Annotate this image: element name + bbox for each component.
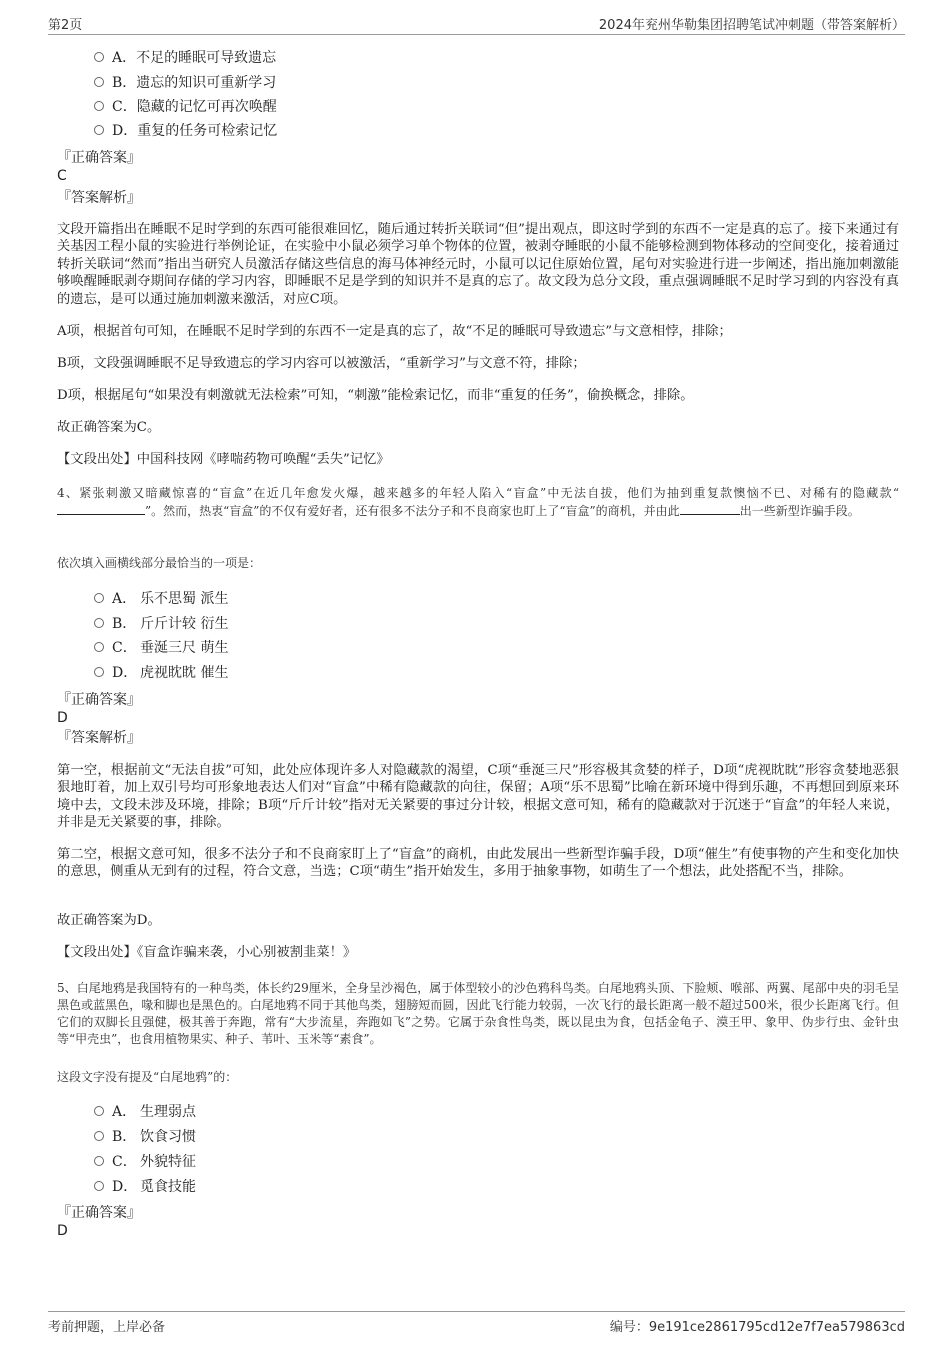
- q5-option-b[interactable]: B． 饮食习惯: [94, 1127, 196, 1147]
- radio-icon[interactable]: [94, 1131, 104, 1141]
- q4-stem: 4、紧张刺激又暗藏惊喜的“盲盒”在近几年愈发火爆，越来越多的年轻人陷入“盲盒”中无法自拔，他们为抽到重复款懊恼不已、对稀有的隐藏款“”。然而，热衷“盲盒”的不仅有爱好者，还有很多不法分子和不良商家也盯上了“盲盒”的商机，并由此 出一些新型诈骗手段。: [57, 486, 899, 518]
- q3-analysis-a: A项，根据首句可知，在睡眠不足时学到的东西不一定是真的忘了，故“不足的睡眠可导致遗忘”与文意相悖，排除；: [57, 324, 732, 339]
- page-footer: [48, 1311, 905, 1334]
- radio-icon[interactable]: [94, 667, 104, 677]
- page-number: 第2页: [48, 18, 83, 33]
- radio-icon[interactable]: [94, 52, 104, 62]
- q3-answer: C: [57, 168, 67, 184]
- radio-icon[interactable]: [94, 101, 104, 111]
- blank-1: [57, 502, 145, 515]
- q5-stem: 5、白尾地鸦是我国特有的一种鸟类，体长约29厘米，全身呈沙褐色，属于体型较小的沙色鸦科鸟类。白尾地鸦头顶、下脸颊、喉部、两翼、尾部中央的羽毛呈黑色或蓝黑色，喙和脚也是黑色的。白尾地鸦不同于其他鸟类，翅膀短而圆，因此飞行能力较弱，一次飞行的最长距离一般不超过500米，很少长距离飞行。但它们的双脚长且强健，极其善于奔跑，常有“大步流星，奔跑如飞”之势。它属于杂食性鸟类，既以昆虫为食，包括金龟子、漠王甲、象甲、伪步行虫、金针虫等“甲壳虫”，也食用植物果实、种子、苇叶、玉米等“素食”。: [57, 981, 899, 1046]
- radio-icon[interactable]: [94, 593, 104, 603]
- document-id: 编号：9e191ce2861795cd12e7f7ea579863cd: [609, 1320, 905, 1335]
- q4-option-b[interactable]: B． 斤斤计较 衍生: [94, 614, 228, 634]
- blank-2: [680, 502, 740, 515]
- q3-answer-tag: 『正确答案』: [57, 150, 141, 166]
- q4-analysis-tag: 『答案解析』: [57, 730, 141, 746]
- radio-icon[interactable]: [94, 1106, 104, 1116]
- q3-analysis-b: B项，文段强调睡眠不足导致遗忘的学习内容可以被激活，“重新学习”与文意不符，排除；: [57, 356, 586, 371]
- q3-analysis-main: 文段开篇指出在睡眠不足时学到的东西可能很难回忆，随后通过转折关联词“但”提出观点，即这时学到的东西不一定是真的忘了。接下来通过有关基因工程小鼠的实验进行举例论证，在实验中小鼠必须学习单个物体的位置，被剥夺睡眠的小鼠不能够检测到物体移动的空间变化，接着通过转折关联词“然而”指出当研究人员激活存储这些信息的海马体神经元时，小鼠可以记住原始位置，尾句对实验进行进一步阐述，指出施加刺激能够唤醒睡眠剥夺期间存储的学习内容，即睡眠不足是学到的知识并不是真的忘了。故文段为总分文段，重点强调睡眠不足时学习到的内容没有真的遗忘，是可以通过施加刺激来激活，对应C项。: [57, 222, 899, 307]
- q3-conclusion: 故正确答案为C。: [57, 420, 161, 435]
- q3-option-b[interactable]: B．遗忘的知识可重新学习: [94, 73, 276, 93]
- q5-answer-tag: 『正确答案』: [57, 1205, 141, 1221]
- q4-option-a[interactable]: A． 乐不思蜀 派生: [94, 589, 228, 609]
- q3-source: 【文段出处】中国科技网《哮喘药物可唤醒“丢失”记忆》: [57, 452, 390, 467]
- footer-slogan: 考前押题，上岸必备: [48, 1320, 166, 1335]
- q4-conclusion: 故正确答案为D。: [57, 913, 161, 928]
- q4-option-d[interactable]: D． 虎视眈眈 催生: [94, 663, 228, 683]
- q3-option-d[interactable]: D．重复的任务可检索记忆: [94, 121, 277, 141]
- radio-icon[interactable]: [94, 77, 104, 87]
- q4-analysis-first-blank: 第一空，根据前文“无法自拔”可知，此处应体现许多人对隐藏款的渴望，C项“垂涎三尺”形容极其贪婪的样子，D项“虎视眈眈”形容贪婪地恶狠狠地盯着，加上双引号均可形象地表达人们对“盲盒”中稀有隐藏款的向往，保留；A项“乐不思蜀”比喻在新环境中得到乐趣，不再想回到原来环境中去，文段未涉及环境，排除；B项“斤斤计较”指对无关紧要的事过分计较，根据文意可知，稀有的隐藏款对于沉迷于“盲盒”的年轻人来说，并非是无关紧要的事，排除。: [57, 763, 899, 831]
- document-title: 2024年兖州华勒集团招聘笔试冲刺题（带答案解析）: [598, 18, 905, 33]
- q5-option-a[interactable]: A． 生理弱点: [94, 1102, 196, 1122]
- q5-prompt: 这段文字没有提及“白尾地鸦”的：: [57, 1070, 238, 1084]
- q4-option-c[interactable]: C． 垂涎三尺 萌生: [94, 638, 228, 658]
- page-header: [48, 14, 905, 35]
- radio-icon[interactable]: [94, 642, 104, 652]
- q3-analysis-tag: 『答案解析』: [57, 190, 141, 206]
- q4-answer-tag: 『正确答案』: [57, 692, 141, 708]
- q3-analysis-d: D项，根据尾句“如果没有刺激就无法检索”可知，“刺激”能检索记忆，而非“重复的任务”，偷换概念，排除。: [57, 388, 694, 403]
- q5-option-c[interactable]: C． 外貌特征: [94, 1152, 196, 1172]
- radio-icon[interactable]: [94, 125, 104, 135]
- radio-icon[interactable]: [94, 1156, 104, 1166]
- q4-analysis-second-blank: 第二空，根据文意可知，很多不法分子和不良商家盯上了“盲盒”的商机，由此发展出一些新型诈骗手段，D项“催生”有使事物的产生和变化加快的意思，侧重从无到有的过程，符合文意，当选；C项“萌生”指开始发生，多用于抽象事物，如萌生了一个想法，此处搭配不当，排除。: [57, 847, 899, 880]
- q3-option-a[interactable]: A．不足的睡眠可导致遗忘: [94, 48, 276, 68]
- q4-answer: D: [57, 710, 68, 726]
- radio-icon[interactable]: [94, 618, 104, 628]
- q5-option-d[interactable]: D． 觅食技能: [94, 1177, 196, 1197]
- q5-answer: D: [57, 1223, 68, 1239]
- q4-prompt: 依次填入画横线部分最恰当的一项是：: [57, 556, 262, 570]
- q4-source: 【文段出处】《盲盒诈骗来袭，小心别被割韭菜！》: [57, 945, 357, 960]
- q3-option-c[interactable]: C．隐藏的记忆可再次唤醒: [94, 97, 277, 117]
- radio-icon[interactable]: [94, 1181, 104, 1191]
